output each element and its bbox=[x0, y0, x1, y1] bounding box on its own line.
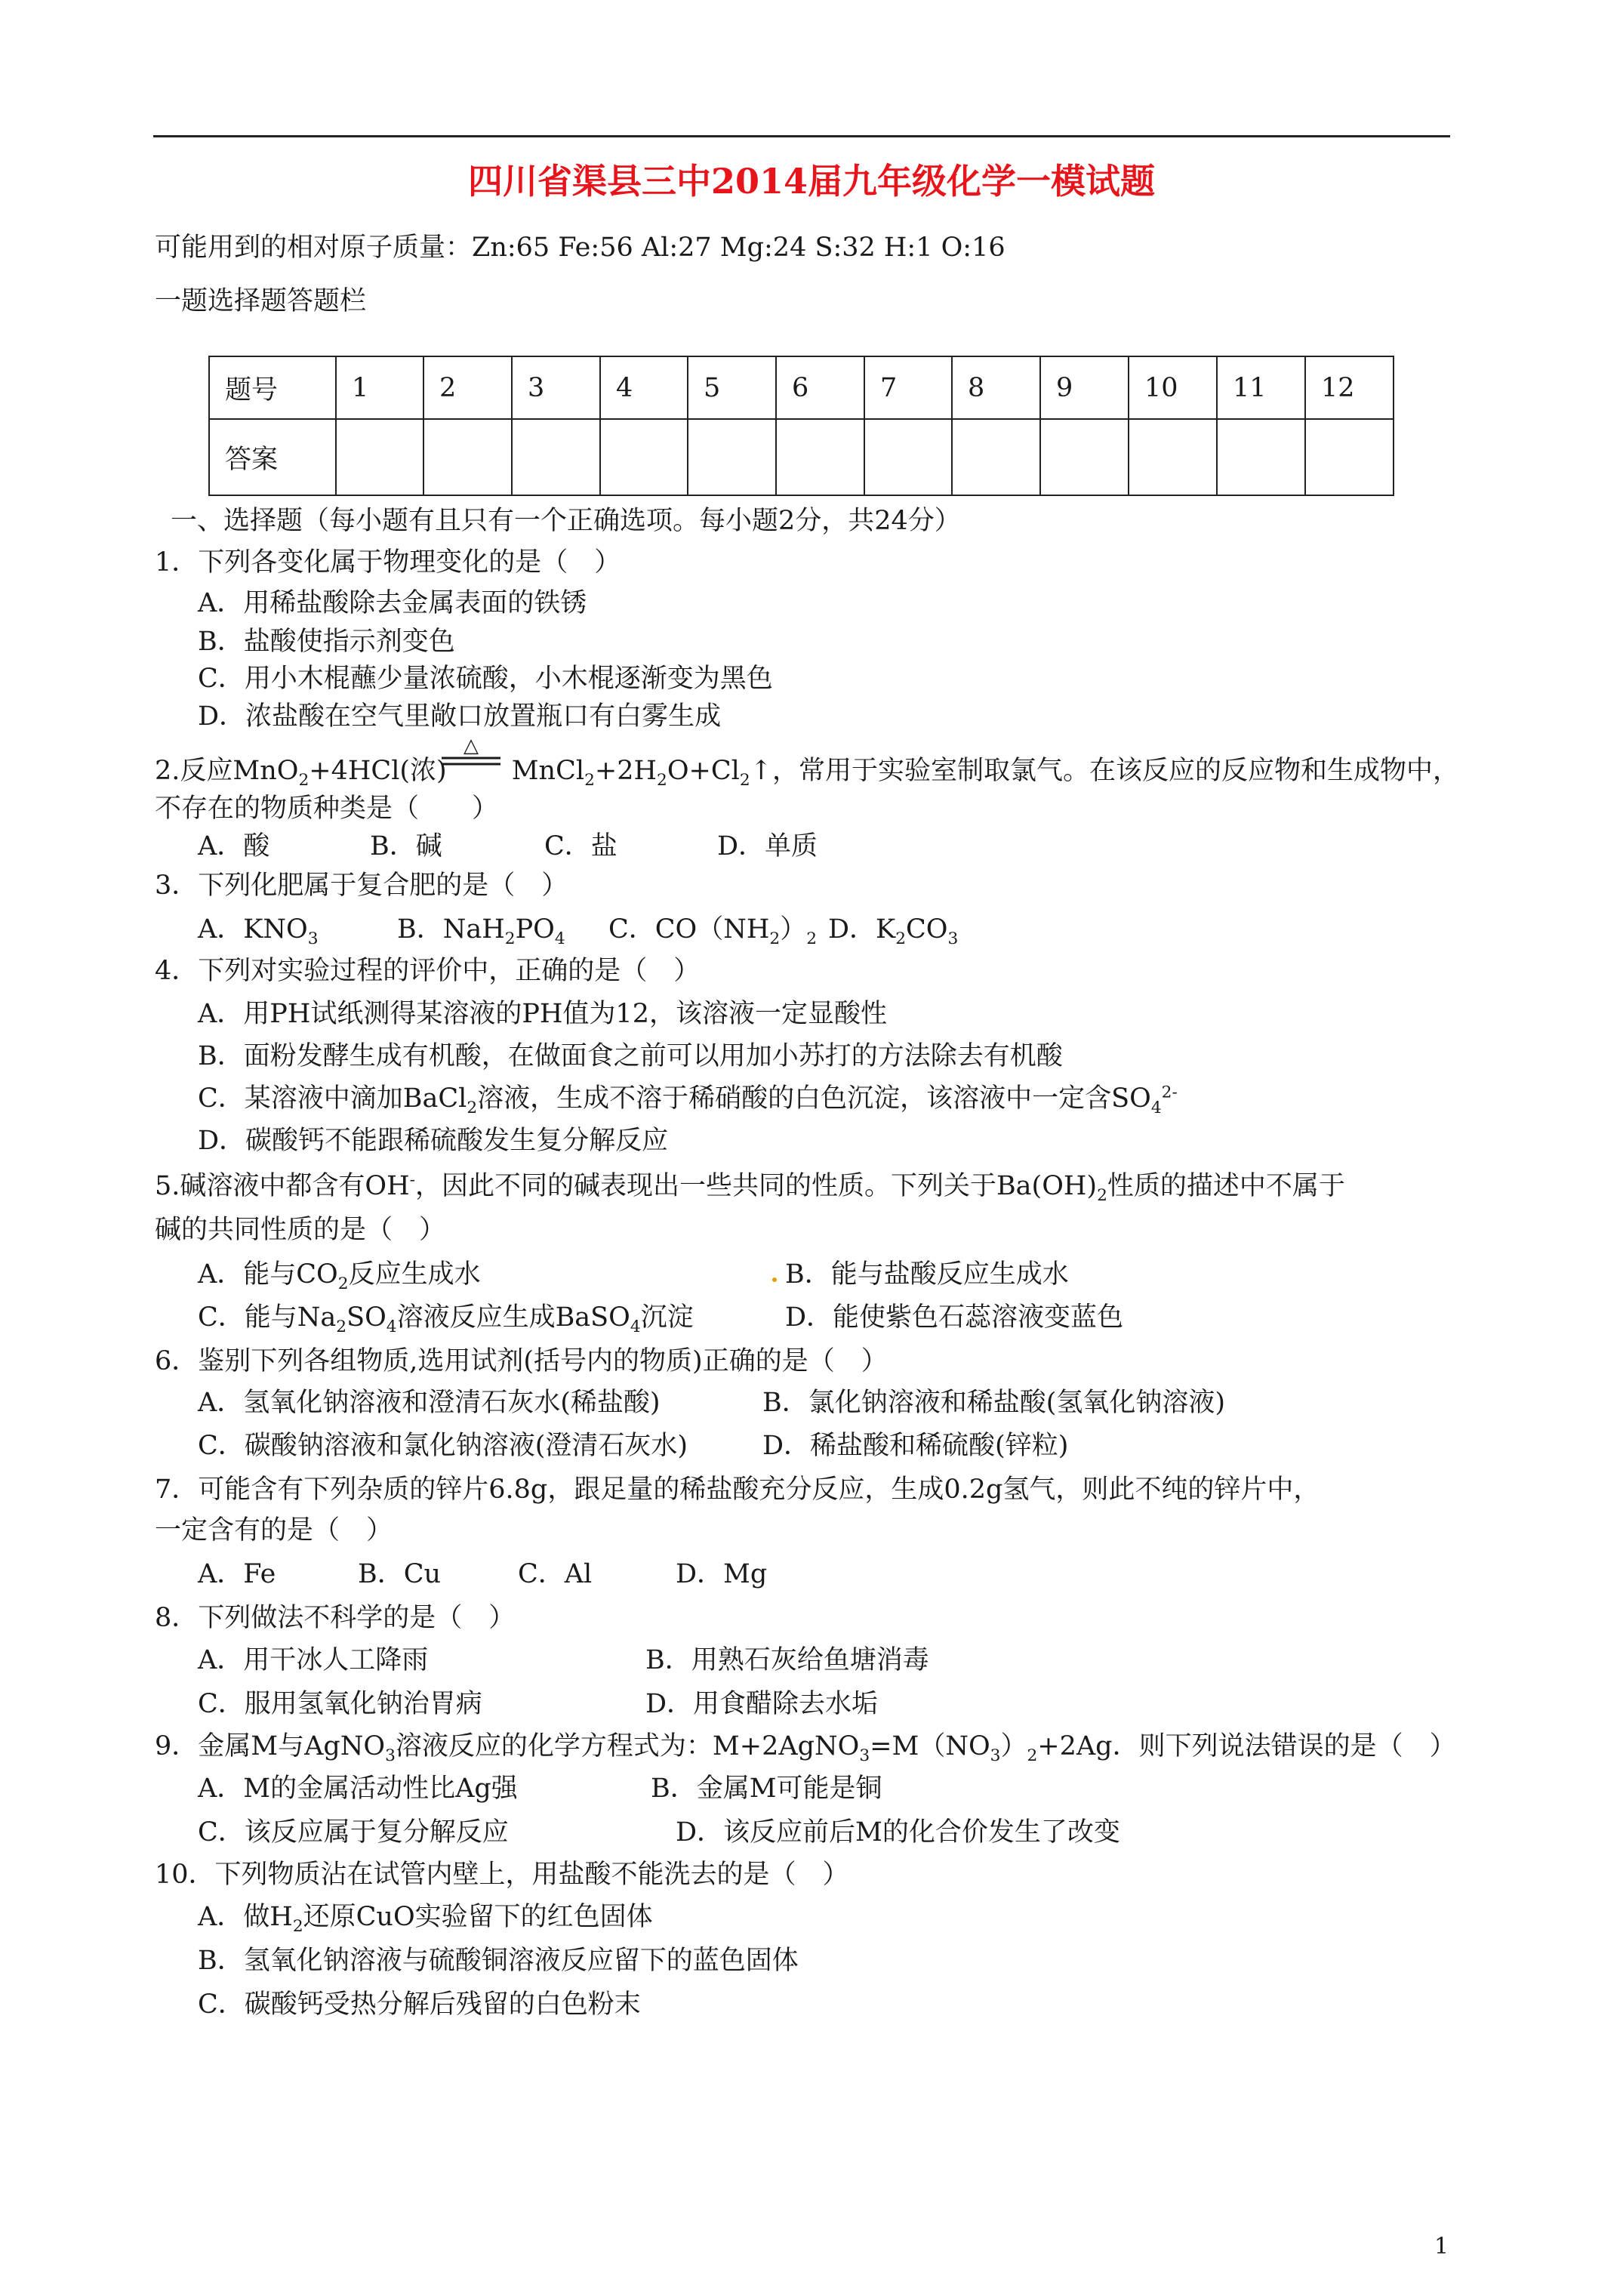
answer-cell[interactable] bbox=[512, 419, 600, 495]
answer-table bbox=[208, 356, 1394, 496]
table-cell: 3 bbox=[512, 356, 600, 419]
q3-option-d: D．$K_2CO_3$ bbox=[828, 914, 959, 948]
q10-option-a: A．做$H_2$还原CuO实验留下的红色固体 bbox=[198, 1902, 653, 1936]
answer-cell[interactable] bbox=[1040, 419, 1129, 495]
q7-option-b: B．Cu bbox=[358, 1559, 442, 1589]
q5-option-b: B．能与盐酸反应生成水 bbox=[785, 1259, 1069, 1290]
answer-cell[interactable] bbox=[1217, 419, 1305, 495]
table-row bbox=[209, 419, 1394, 495]
q8-stem: 8．下列做法不科学的是（ ） bbox=[155, 1603, 516, 1633]
q2-option-b: B．碱 bbox=[370, 831, 442, 861]
answer-cell[interactable] bbox=[864, 419, 952, 495]
q7-stem: 7．可能含有下列杂质的锌片6.8g，跟足量的稀盐酸充分反应，生成0.2g氢气，则此不纯的锌片中， bbox=[155, 1475, 1320, 1505]
q5-stem-line2: 碱的共同性质的是（ ） bbox=[155, 1215, 446, 1245]
q8-option-c: C．服用氢氧化钠治胃病 bbox=[198, 1689, 482, 1719]
q3-option-b: B．$NaH_2PO_4$ bbox=[397, 914, 565, 948]
answer-cell[interactable] bbox=[776, 419, 864, 495]
svg-text:△: △ bbox=[463, 735, 479, 757]
q10-option-c: C．碳酸钙受热分解后残留的白色粉末 bbox=[198, 1989, 641, 2020]
atomic-mass-line: 可能用到的相对原子质量：Zn:65 Fe:56 Al:27 Mg:24 S:32 H:1 O:16 bbox=[155, 233, 1006, 263]
q5-option-d: D．能使紫色石蕊溶液变蓝色 bbox=[785, 1302, 1124, 1333]
q1-option-c: C．用小木棍蘸少量浓硫酸，小木棍逐渐变为黑色 bbox=[198, 664, 773, 694]
table-cell: 9 bbox=[1040, 356, 1129, 419]
q5-option-a: A．能与$CO_2$反应生成水 bbox=[198, 1259, 481, 1293]
answer-cell[interactable] bbox=[1305, 419, 1394, 495]
q2-stem: 2.反应MnO$_2$+4HCl(浓) $MnCl_2+2H_2O+Cl_2↑$，常用于实验室制取氯气。在该反应的反应物和生成物中， bbox=[155, 756, 1459, 790]
table-cell: 6 bbox=[776, 356, 864, 419]
table-cell: 5 bbox=[688, 356, 776, 419]
q9-option-a: A．M的金属活动性比Ag强 bbox=[198, 1774, 518, 1804]
answer-cell[interactable] bbox=[423, 419, 512, 495]
q5-option-c: C．能与$Na_2SO_4$溶液反应生成BaSO$_4$沉淀 bbox=[198, 1302, 694, 1336]
q5-stem: 5.碱溶液中都含有OH-，因此不同的碱表现出一些共同的性质。下列关于$Ba(OH)_2$性质的描述中不属于 bbox=[155, 1170, 1345, 1205]
q6-stem: 6．鉴别下列各组物质,选用试剂(括号内的物质)正确的是（ ） bbox=[155, 1346, 888, 1376]
q6-option-b: B．氯化钠溶液和稀盐酸(氢氧化钠溶液) bbox=[762, 1388, 1226, 1418]
q8-option-b: B．用熟石灰给鱼塘消毒 bbox=[645, 1645, 929, 1675]
table-cell: 4 bbox=[600, 356, 688, 419]
q7-stem-line2: 一定含有的是（ ） bbox=[155, 1515, 393, 1546]
q9-stem: 9．金属M与AgNO$_3$溶液反应的化学方程式为：$M+2AgNO_3=M(NO_3)_2+2Ag$．则下列说法错误的是（ ） bbox=[155, 1731, 1456, 1765]
decorative-dot bbox=[772, 1277, 777, 1282]
q6-option-d: D．稀盐酸和稀硫酸(锌粒) bbox=[762, 1431, 1069, 1461]
page-number: 1 bbox=[1434, 2233, 1449, 2260]
q1-option-d: D．浓盐酸在空气里敞口放置瓶口有白雾生成 bbox=[198, 701, 722, 732]
reaction-condition-equals-icon bbox=[440, 735, 502, 775]
table-cell: 1 bbox=[336, 356, 423, 419]
q1-option-b: B．盐酸使指示剂变色 bbox=[198, 627, 455, 657]
q8-option-d: D．用食醋除去水垢 bbox=[645, 1689, 879, 1719]
q1-stem: 1．下列各变化属于物理变化的是（ ） bbox=[155, 547, 621, 578]
q10-option-b: B．氢氧化钠溶液与硫酸铜溶液反应留下的蓝色固体 bbox=[198, 1946, 799, 1976]
answer-cell[interactable] bbox=[600, 419, 688, 495]
section-heading: 一、选择题（每小题有且只有一个正确选项。每小题2分，共24分） bbox=[171, 506, 961, 536]
answer-cell[interactable] bbox=[688, 419, 776, 495]
q4-option-d: D．碳酸钙不能跟稀硫酸发生复分解反应 bbox=[198, 1126, 669, 1156]
table-row bbox=[209, 356, 1394, 419]
answer-cell[interactable] bbox=[952, 419, 1040, 495]
answer-bar-title: 一题选择题答题栏 bbox=[155, 286, 367, 316]
table-cell: 题号 bbox=[209, 356, 336, 419]
q3-stem: 3．下列化肥属于复合肥的是（ ） bbox=[155, 871, 568, 901]
q8-option-a: A．用干冰人工降雨 bbox=[198, 1645, 429, 1675]
q1-option-a: A．用稀盐酸除去金属表面的铁锈 bbox=[198, 588, 587, 618]
q7-option-d: D．Mg bbox=[676, 1559, 768, 1589]
answer-cell[interactable] bbox=[1129, 419, 1217, 495]
q10-stem: 10．下列物质沾在试管内壁上，用盐酸不能洗去的是（ ） bbox=[155, 1860, 849, 1890]
q2-option-d: D．单质 bbox=[717, 831, 818, 861]
q6-option-c: C．碳酸钠溶液和氯化钠溶液(澄清石灰水) bbox=[198, 1431, 688, 1461]
header-rule bbox=[153, 135, 1450, 137]
table-cell: 7 bbox=[864, 356, 952, 419]
q9-option-c: C．该反应属于复分解反应 bbox=[198, 1817, 509, 1848]
q7-option-a: A．Fe bbox=[198, 1559, 276, 1589]
table-cell: 11 bbox=[1217, 356, 1305, 419]
q4-option-b: B．面粉发酵生成有机酸，在做面食之前可以用加小苏打的方法除去有机酸 bbox=[198, 1041, 1063, 1071]
page-title: 四川省渠县三中2014届九年级化学一模试题 bbox=[467, 161, 1156, 202]
table-cell: 8 bbox=[952, 356, 1040, 419]
table-cell: 2 bbox=[423, 356, 512, 419]
q4-stem: 4．下列对实验过程的评价中，正确的是（ ） bbox=[155, 956, 701, 986]
q3-option-c: C．$CO(NH_2)_2$ bbox=[608, 914, 818, 948]
q6-option-a: A．氢氧化钠溶液和澄清石灰水(稀盐酸) bbox=[198, 1388, 661, 1418]
q9-option-d: D．该反应前后M的化合价发生了改变 bbox=[676, 1817, 1120, 1848]
q4-option-c: C．某溶液中滴加BaCl$_2$溶液，生成不溶于稀硝酸的白色沉淀，该溶液中一定含$SO_4^{2-}$ bbox=[198, 1083, 1178, 1117]
q7-option-c: C．Al bbox=[518, 1559, 593, 1589]
q2-option-c: C．盐 bbox=[544, 831, 617, 861]
table-cell: 12 bbox=[1305, 356, 1394, 419]
table-cell: 答案 bbox=[209, 419, 336, 495]
q9-option-b: B．金属M可能是铜 bbox=[651, 1774, 882, 1804]
q3-option-a: A．$KNO_3$ bbox=[198, 914, 319, 948]
table-cell: 10 bbox=[1129, 356, 1217, 419]
q2-option-a: A．酸 bbox=[198, 831, 270, 861]
answer-cell[interactable] bbox=[336, 419, 423, 495]
q4-option-a: A．用PH试纸测得某溶液的PH值为12，该溶液一定显酸性 bbox=[198, 999, 887, 1029]
q2-stem-line2: 不存在的物质种类是（ ） bbox=[155, 794, 499, 824]
